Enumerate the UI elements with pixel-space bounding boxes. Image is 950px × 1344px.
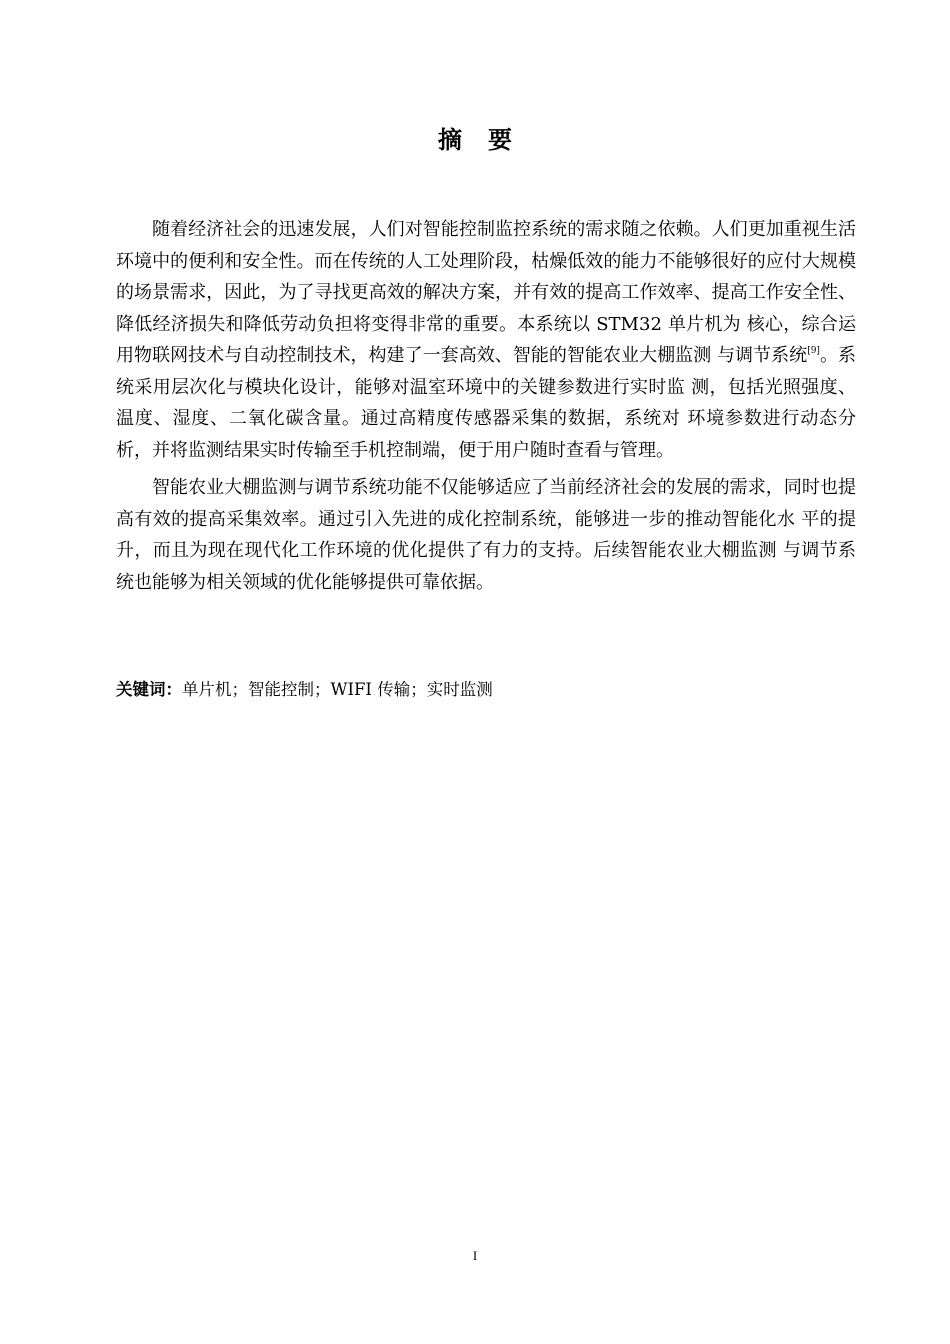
keywords-label: 关键词：: [116, 680, 182, 699]
page-title: 摘要: [438, 126, 538, 154]
abstract-body: [116, 214, 856, 604]
keywords-line: [116, 676, 856, 704]
paragraph-text: 。系统采用层次化与模块化设计，能够对温室环境中的关键参数进行实时监 测，包括光照强度、温度、湿度、二氧化碳含量。通过高精度传感器采集的数据，系统对 环境参数进行动态分析，并将监测结果实时传输至手机控制端，便于用户随时查看与管理。: [116, 345, 857, 461]
keywords-text: 单片机；智能控制；WIFI 传输；实时监测: [182, 680, 493, 699]
abstract-paragraph-2: 智能农业大棚监测与调节系统功能不仅能够适应了当前经济社会的发展的需求，同时也提高有效的提高采集效率。通过引入先进的成化控制系统，能够进一步的推动智能化水 平的提升，而且为现在现代化工作环境的优化提供了有力的支持。后续智能农业大棚监测 与调节系统也能够为相关领域的优化能够提供可靠依据。: [116, 477, 856, 593]
paragraph-text: 随着经济社会的迅速发展，人们对智能控制监控系统的需求随之依赖。人们更加重视生活环境中的便利和安全性。而在传统的人工处理阶段，枯燥低效的能力不能够很好的应付大规模的场景需求，因此，为了寻找更高效的解决方案，并有效的提高工作效率、提高工作安全性、降低经济损失和降低劳动负担将变得非常的重要。本系统以 STM32 单片机为 核心，综合运用物联网技术与自动控制技术，构建了一套高效、智能的智能农业大棚监测 与调节系统: [116, 219, 856, 366]
citation-marker: [9]: [807, 346, 820, 356]
page-number: I: [472, 1248, 478, 1263]
abstract-paragraph-1: [116, 214, 856, 466]
